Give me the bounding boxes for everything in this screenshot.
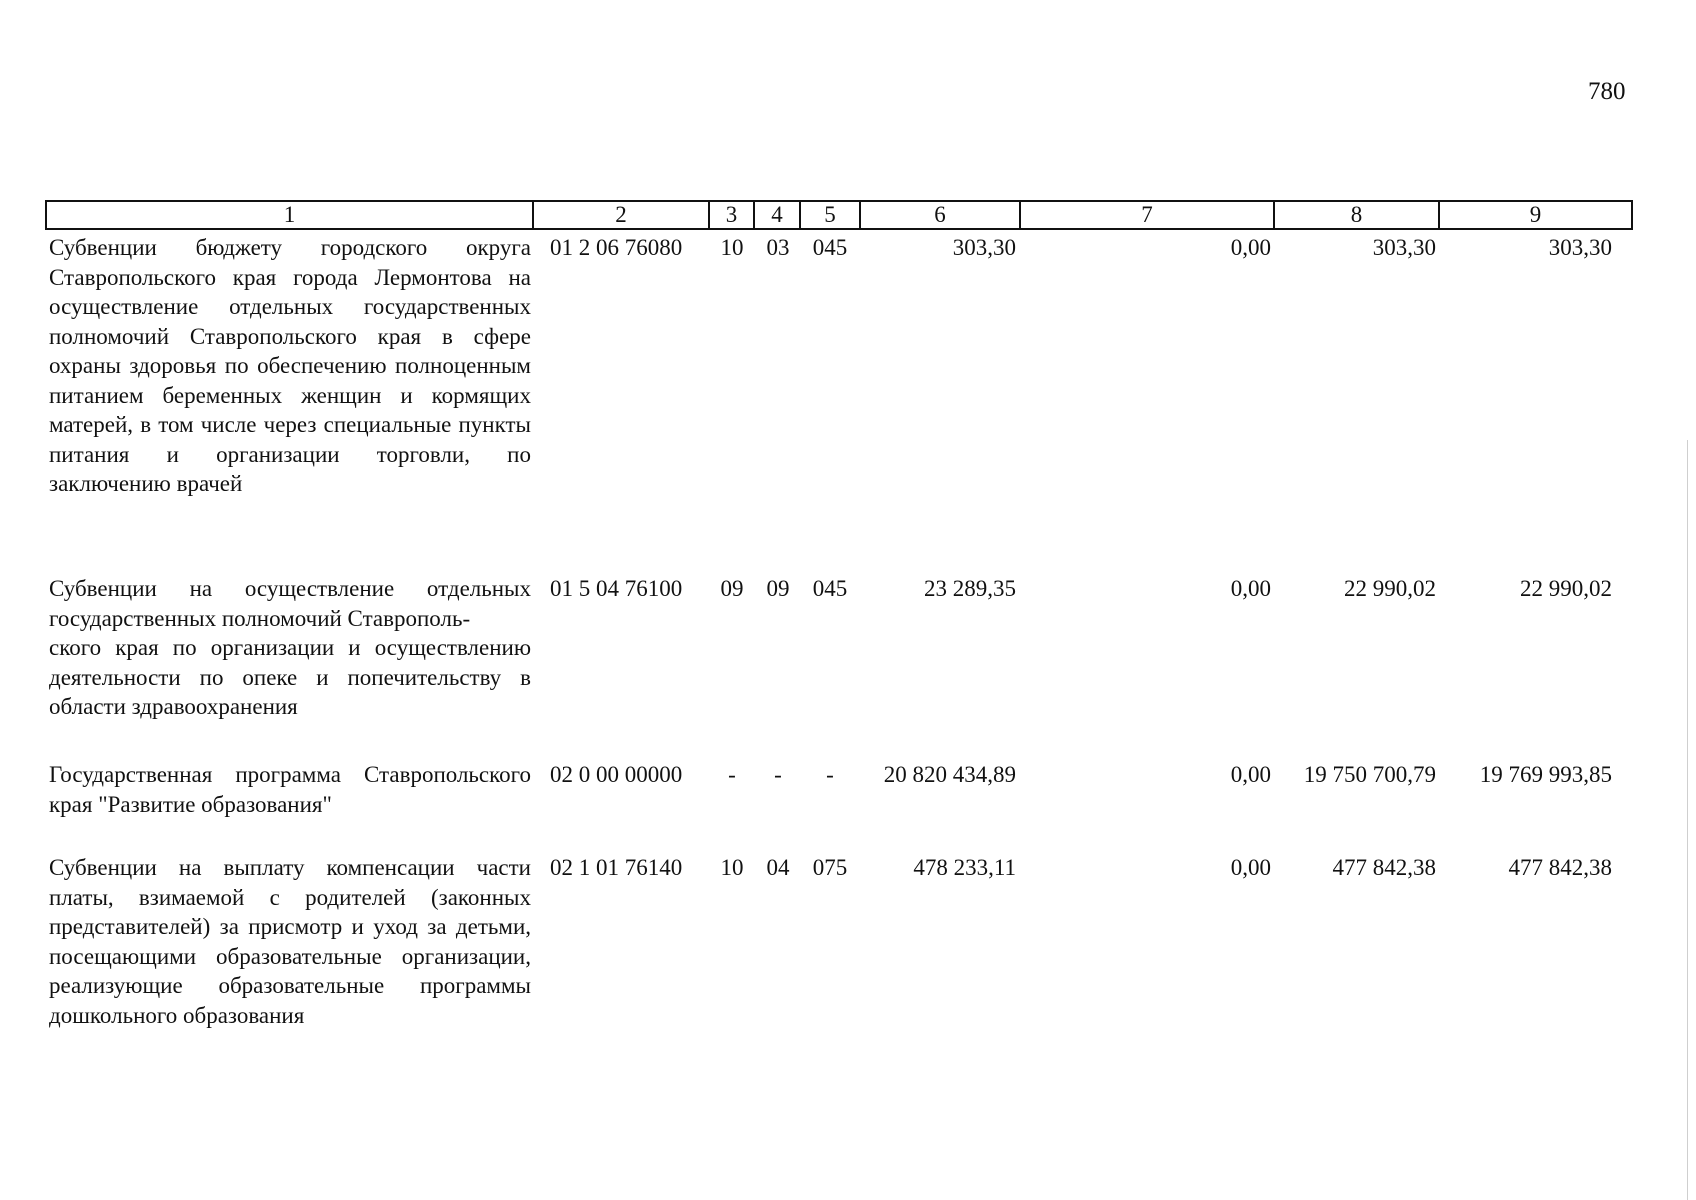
row-col9: 19 769 993,85 xyxy=(1479,762,1612,787)
row-section: 10 xyxy=(720,855,744,880)
header-col-8: 8 xyxy=(1275,202,1440,228)
row-type: 075 xyxy=(812,855,848,880)
row-subsection: 04 xyxy=(766,855,790,880)
row-type: 045 xyxy=(812,576,848,601)
row-code: 01 5 04 76100 xyxy=(550,576,683,601)
row-code: 02 0 00 00000 xyxy=(550,762,683,787)
row-description: Субвенции бюджету городского округа Ставропольского края города Лермонтова на осуществление отдельных государственных полномочий Ставропольского края в сфере охраны здоровья по обеспечению полноценным питанием беременных женщин и кормящих матерей, в том числе через специальные пункты питания и организации торговли, по заключению врачей xyxy=(49,235,531,496)
header-col-4: 4 xyxy=(755,202,801,228)
row-code: 02 1 01 76140 xyxy=(550,855,683,880)
header-col-2: 2 xyxy=(534,202,710,228)
row-code: 01 2 06 76080 xyxy=(550,235,683,260)
header-col-3: 3 xyxy=(710,202,755,228)
scan-edge-line xyxy=(1687,440,1688,1200)
row-section: - xyxy=(728,762,736,787)
header-col-1: 1 xyxy=(47,202,534,228)
row-section: 10 xyxy=(720,235,744,260)
row-col6: 23 289,35 xyxy=(924,576,1016,601)
page-number: 780 xyxy=(1588,78,1626,105)
row-col7: 0,00 xyxy=(1230,576,1271,601)
row-col8: 19 750 700,79 xyxy=(1303,762,1436,787)
header-col-9: 9 xyxy=(1529,202,1542,227)
row-description: Субвенции на осуществление отдельных государственных полномочий Ставрополь- ского края по организации и осуществлению деятельности по опеке и попечительству в области здравоохранения xyxy=(49,576,531,719)
row-col8: 22 990,02 xyxy=(1344,576,1436,601)
table-header xyxy=(45,200,1633,230)
row-description: Государственная программа Ставропольского края "Развитие образования" xyxy=(49,762,531,817)
row-col9: 477 842,38 xyxy=(1508,855,1612,880)
row-description: Субвенции на выплату компенсации части платы, взимаемой с родителей (законных представителей) за присмотр и уход за детьми, посещающими образовательные организации, реализующие образовательные программы дошкольного образования xyxy=(49,855,531,1028)
row-col6: 478 233,11 xyxy=(913,855,1016,880)
row-subsection: 09 xyxy=(766,576,790,601)
header-col-7: 7 xyxy=(1021,202,1275,228)
row-col7: 0,00 xyxy=(1230,235,1271,260)
row-col6: 20 820 434,89 xyxy=(883,762,1016,787)
row-section: 09 xyxy=(720,576,744,601)
row-col8: 477 842,38 xyxy=(1332,855,1436,880)
header-col-6: 6 xyxy=(861,202,1021,228)
row-type: 045 xyxy=(812,235,848,260)
row-col9: 303,30 xyxy=(1548,235,1612,260)
row-col6: 303,30 xyxy=(952,235,1016,260)
row-col7: 0,00 xyxy=(1230,855,1271,880)
row-subsection: - xyxy=(774,762,782,787)
row-col9: 22 990,02 xyxy=(1520,576,1612,601)
row-type: - xyxy=(826,762,834,787)
row-subsection: 03 xyxy=(766,235,790,260)
row-col7: 0,00 xyxy=(1230,762,1271,787)
header-col-5: 5 xyxy=(801,202,861,228)
row-col8: 303,30 xyxy=(1372,235,1436,260)
